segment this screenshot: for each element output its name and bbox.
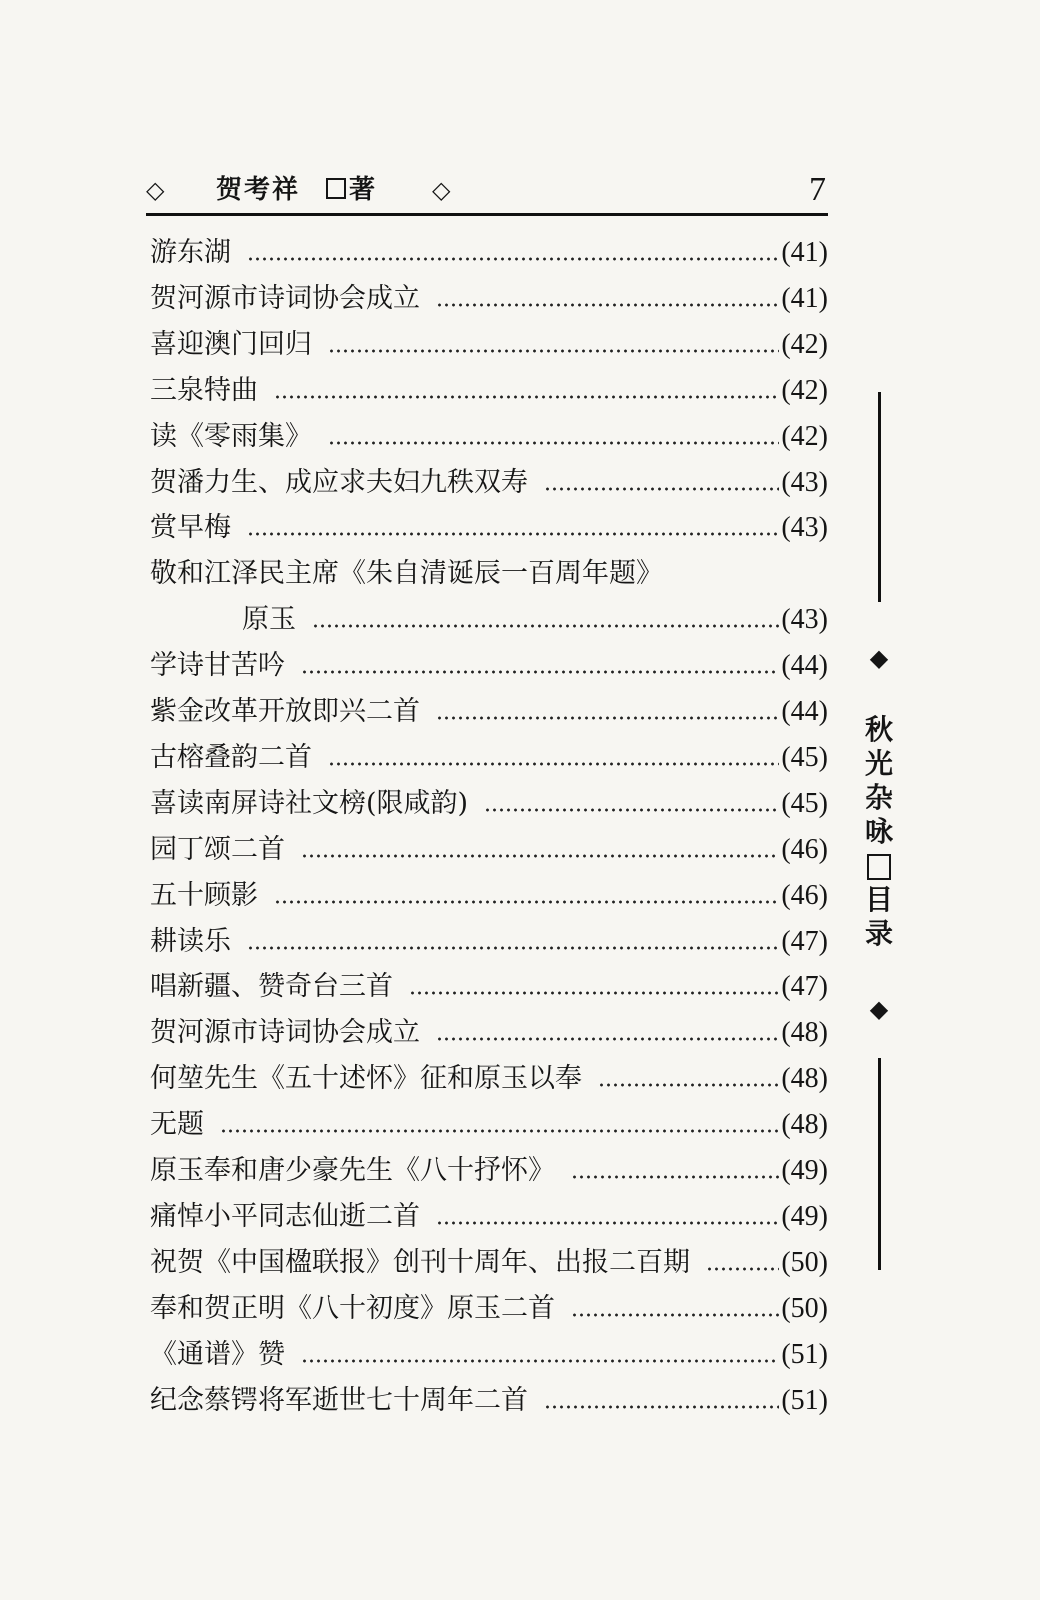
toc-entry (150, 1381, 828, 1421)
header-author-suffix: 著 (349, 175, 376, 205)
toc-entry-title: 游东湖 (150, 237, 231, 268)
toc-entry (150, 1243, 828, 1283)
toc-entry (150, 692, 828, 732)
toc-entry-leader (544, 1404, 779, 1410)
toc-entry-page: (48) (781, 1017, 828, 1049)
toc-entry-title: 学诗甘苦吟 (150, 650, 285, 682)
toc-entry-page: (42) (781, 420, 828, 452)
toc-entry-page: (45) (781, 741, 828, 773)
toc-entry-title: 何堃先生《五十述怀》征和原玉以奉 (150, 1063, 582, 1095)
toc-entry (150, 1059, 828, 1099)
toc-entry-title: 喜读南屏诗社文榜(限咸韵) (150, 787, 469, 819)
toc-entry-leader (328, 761, 779, 767)
toc-entry-leader (436, 1036, 779, 1042)
header-diamond-right-icon: ◇ (432, 176, 451, 204)
toc-entry-leader (484, 807, 779, 813)
toc-entry (150, 1197, 828, 1237)
toc-entry-page: (42) (781, 374, 828, 406)
toc-entry (150, 371, 828, 411)
toc-entry-page: (43) (781, 604, 828, 636)
side-diamond-top-icon: ◆ (869, 644, 889, 672)
toc-entry-page: (42) (781, 328, 828, 360)
toc-entry-title: 《通谱》赞 (150, 1338, 285, 1370)
toc-entry-title: 贺潘力生、成应求夫妇九秩双寿 (150, 466, 528, 498)
toc-entry-leader (598, 1082, 779, 1088)
toc-entry-title: 古榕叠韵二首 (150, 741, 312, 773)
toc-entry-page: (43) (781, 466, 828, 498)
toc-entry (150, 233, 828, 273)
toc-entry-title: 祝贺《中国楹联报》创刊十周年、出报二百期 (150, 1246, 690, 1278)
toc-entry-leader (301, 669, 779, 675)
side-rule-top (878, 392, 881, 602)
toc-entry-title: 紫金改革开放即兴二首 (150, 696, 420, 727)
side-title-char: 录 (864, 917, 893, 950)
running-header (146, 168, 828, 216)
toc-entry (150, 738, 828, 778)
toc-entry (150, 279, 828, 319)
toc-entry-page: (41) (781, 237, 828, 268)
toc-entry-title: 敬和江泽民主席《朱自清诞辰一百周年题》 (150, 558, 663, 590)
toc-entry-page: (48) (781, 1063, 828, 1095)
toc-entry (150, 967, 828, 1007)
toc-entry-title: 读《零雨集》 (150, 420, 312, 452)
toc-entry-page: (44) (781, 696, 828, 727)
toc-entry-title: 喜迎澳门回归 (150, 328, 312, 360)
toc-entry-page: (41) (781, 282, 828, 314)
side-title-char: 光 (864, 747, 893, 780)
toc-entry-title: 耕读乐 (150, 925, 231, 957)
toc-entry-title: 无题 (150, 1109, 204, 1141)
toc-entry (150, 508, 828, 548)
side-rule-bottom (878, 1058, 881, 1270)
toc-entry-page: (51) (781, 1338, 828, 1370)
page-number: 7 (809, 171, 826, 208)
toc-entry-page: (44) (781, 650, 828, 682)
header-separator-box (326, 178, 346, 199)
toc-entry (150, 417, 828, 457)
side-title-char: 杂 (864, 781, 893, 814)
toc-entry (150, 600, 828, 640)
side-separator-box (867, 854, 891, 880)
toc-entry-leader (328, 440, 779, 446)
toc-entry-leader (436, 715, 779, 721)
toc-entry (150, 830, 828, 870)
toc-entry-page: (46) (781, 879, 828, 911)
toc-entry-title: 五十顾影 (150, 879, 258, 911)
toc-entry-leader (312, 623, 779, 629)
toc-entry (150, 1013, 828, 1053)
toc-entry-page: (51) (781, 1384, 828, 1416)
toc-entry-leader (274, 394, 779, 400)
toc-entry-page: (49) (781, 1200, 828, 1232)
toc-entry-leader (274, 899, 779, 905)
toc-entry-page: (49) (781, 1155, 828, 1186)
toc-entry-title: 奉和贺正明《八十初度》原玉二首 (150, 1292, 555, 1324)
toc-entry-title: 纪念蔡锷将军逝世七十周年二首 (150, 1384, 528, 1416)
toc-entry-page: (45) (781, 787, 828, 819)
toc-entry-leader (436, 302, 779, 308)
toc-entry-page: (46) (781, 833, 828, 865)
toc-entry (150, 325, 828, 365)
toc-entry-leader (436, 1220, 779, 1226)
side-title-char: 目 (864, 883, 893, 916)
toc-entry (150, 784, 828, 824)
toc-entry-leader (328, 348, 779, 354)
toc-entry (150, 876, 828, 916)
side-diamond-bottom-icon: ◆ (869, 995, 889, 1023)
toc-entry-leader (220, 1128, 779, 1134)
header-rule (146, 213, 828, 216)
toc-entry-page: (43) (781, 512, 828, 544)
toc-entry (150, 1289, 828, 1329)
toc-entry-title: 唱新疆、赞奇台三首 (150, 971, 393, 1003)
toc-entry (150, 1151, 828, 1191)
toc-entry (150, 463, 828, 503)
toc-entry (150, 1335, 828, 1375)
toc-entry-page: (47) (781, 971, 828, 1003)
toc-entry (150, 922, 828, 962)
toc-entry-leader (247, 945, 779, 951)
toc-entry-title: 原玉 (242, 604, 296, 636)
toc-entry-page: (47) (781, 925, 828, 957)
toc-entry-title: 原玉奉和唐少豪先生《八十抒怀》 (150, 1155, 555, 1186)
header-author: 贺考祥 (216, 175, 301, 205)
toc-entry-leader (247, 531, 779, 537)
toc-entry-title: 园丁颂二首 (150, 833, 285, 865)
toc-entry-leader (409, 990, 779, 996)
toc-entry-title: 三泉特曲 (150, 374, 258, 406)
toc-entry (150, 554, 828, 594)
toc-entry (150, 1105, 828, 1145)
toc-entry-leader (571, 1174, 779, 1180)
toc-entry-leader (544, 486, 779, 492)
toc-entry-leader (301, 1358, 779, 1364)
toc-entry-page: (48) (781, 1109, 828, 1141)
toc-entry-leader (247, 256, 779, 262)
side-title-char: 秋 (864, 713, 893, 746)
toc-entry-title: 贺河源市诗词协会成立 (150, 282, 420, 314)
toc-entry-leader (301, 853, 779, 859)
toc-entry-page: (50) (781, 1246, 828, 1278)
side-title-char: 咏 (864, 815, 893, 848)
header-diamond-left-icon: ◇ (146, 176, 165, 204)
toc-entry-page: (50) (781, 1292, 828, 1324)
toc-entry-title: 贺河源市诗词协会成立 (150, 1017, 420, 1049)
toc-entry-title: 赏早梅 (150, 512, 231, 544)
toc-entry-leader (571, 1312, 779, 1318)
toc-entry-title: 痛悼小平同志仙逝二首 (150, 1200, 420, 1232)
toc-entry-leader (706, 1266, 779, 1272)
toc-entry (150, 646, 828, 686)
